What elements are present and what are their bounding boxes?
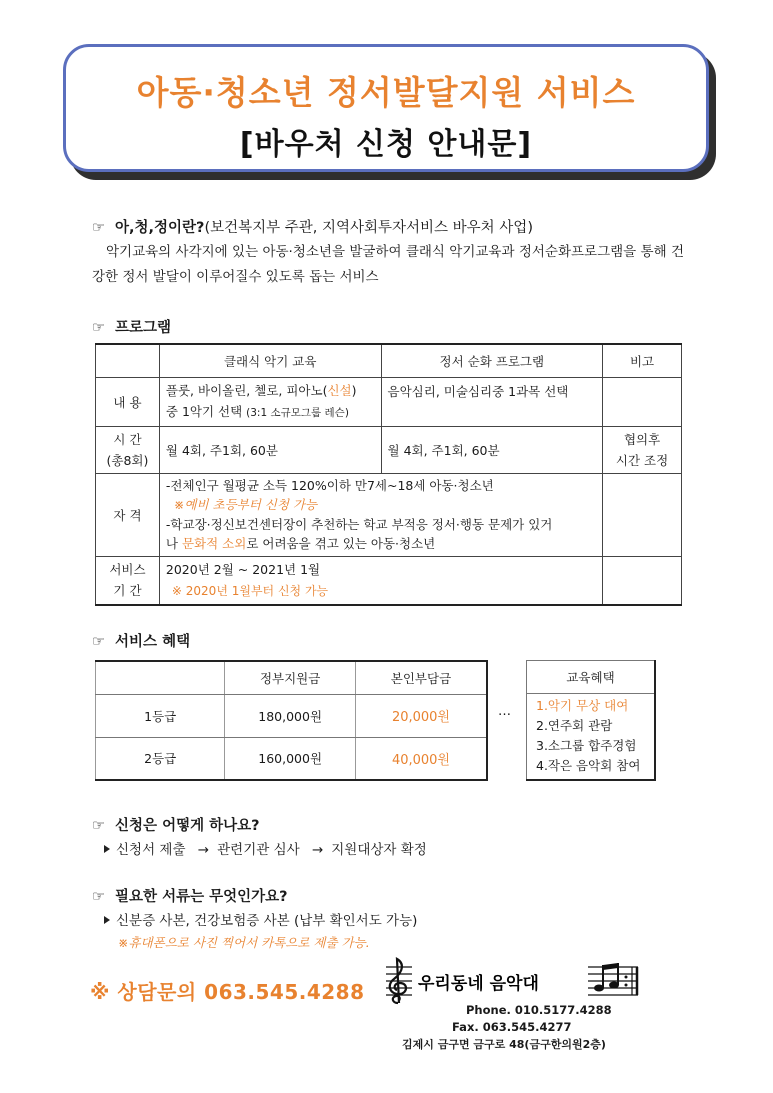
column-header: 교육혜택 — [527, 661, 656, 694]
row-label: 자 격 — [96, 473, 160, 556]
table-cell: 월 4회, 주1회, 60분 — [381, 426, 603, 473]
table-row — [96, 556, 682, 605]
list-item: 2.연주회 관람 — [536, 718, 613, 734]
self-pay-cell: 40,000원 — [355, 737, 487, 780]
list-item: 3.소그룹 합주경험 — [536, 738, 637, 754]
page-subtitle: [바우처 신청 안내문] — [239, 127, 533, 162]
table-cell: 협의후 시간 조정 — [603, 426, 682, 473]
apply-steps: 신청서 제출 → 관련기관 심사 → 지원대상자 확정 — [104, 838, 427, 858]
triangle-bullet-icon — [104, 845, 110, 853]
triangle-bullet-icon — [104, 916, 110, 924]
table-header-row — [96, 344, 682, 377]
self-pay-cell: 20,000원 — [355, 694, 487, 737]
support-cell: 180,000원 — [225, 694, 356, 737]
title-box — [63, 44, 709, 172]
intro-text: 악기교육의 사각지에 있는 아동·청소년을 발굴하여 클래식 악기교육과 정서순화프로그램을 통해 건강한 정서 발달이 이루어질수 있도록 돕는 서비스 — [92, 244, 684, 285]
column-header: 정서 순화 프로그램 — [381, 344, 603, 377]
arrow-right-icon: → — [311, 842, 324, 858]
pointing-hand-icon: ☞ — [92, 320, 105, 336]
list-item: 1.악기 무상 대여 — [536, 698, 629, 714]
grade-cell: 1등급 — [96, 694, 225, 737]
arrow-right-icon: → — [197, 842, 210, 858]
program-heading: ☞ 프로그램 — [92, 320, 172, 336]
intro-heading: ☞ 아,청,정이란?(보건복지부 주관, 지역사회투자서비스 바우처 사업) — [92, 220, 533, 236]
row-label: 시 간 (총8회) — [96, 426, 160, 473]
table-row — [96, 377, 682, 426]
pointing-hand-icon: ☞ — [92, 818, 105, 834]
grade-cell: 2등급 — [96, 737, 225, 780]
ellipsis: … — [498, 704, 511, 719]
table-cell: 월 4회, 주1회, 60분 — [159, 426, 381, 473]
table-row — [96, 426, 682, 473]
support-cell: 160,000원 — [225, 737, 356, 780]
table-cell: 2020년 2월 ~ 2021년 1월 ※ 2020년 1월부터 신청 가능 — [159, 556, 602, 605]
table-row — [96, 737, 488, 780]
table-cell — [527, 694, 656, 780]
column-header: 비고 — [603, 344, 682, 377]
logo-address: 김제시 금구면 금구로 48(금구한의원2층) — [402, 1038, 606, 1051]
table-cell — [603, 377, 682, 426]
table-header-row — [527, 661, 656, 694]
table-cell: -전체인구 월평균 소득 120%이하 만7세~18세 아동·청소년 ※예비 초등부터 신청 가능 -학교장·정신보건센터장이 추천하는 학교 부적응 정서·행동 문제가 있거 나 문화적 소외로 어려움을 겪고 있는 아동·청소년 — [159, 473, 602, 556]
benefits-heading: ☞ 서비스 혜택 — [92, 634, 191, 650]
page-title: 아동·청소년 정서발달지원 서비스 — [136, 73, 636, 112]
column-header: 클래식 악기 교육 — [159, 344, 381, 377]
row-label: 서비스 기 간 — [96, 556, 160, 605]
benefit-table — [95, 660, 488, 781]
documents-text: 신분증 사본, 건강보험증 사본 (납부 확인서도 가능) — [104, 909, 417, 929]
program-table — [95, 343, 682, 606]
table-cell — [603, 556, 682, 605]
column-header: 본인부담금 — [355, 661, 487, 694]
table-row — [527, 694, 656, 780]
table-cell — [603, 473, 682, 556]
table-cell: 플룻, 바이올린, 첼로, 피아노(신설) 중 1악기 선택 (3:1 소규모그룹 레슨) — [159, 377, 381, 426]
music-band-logo — [382, 955, 644, 1007]
table-row — [96, 694, 488, 737]
row-label: 내 용 — [96, 377, 160, 426]
apply-heading: ☞ 신청은 어떻게 하나요? — [92, 818, 260, 834]
documents-note: ※휴대폰으로 사진 찍어서 카톡으로 제출 가능. — [118, 935, 370, 950]
list-item: 4.작은 음악회 참여 — [536, 758, 641, 774]
table-header-row — [96, 661, 488, 694]
pointing-hand-icon: ☞ — [92, 220, 105, 236]
pointing-hand-icon: ☞ — [92, 634, 105, 650]
table-cell: 음악심리, 미술심리중 1과목 선택 — [381, 377, 603, 426]
pointing-hand-icon: ☞ — [92, 889, 105, 905]
logo-name: 우리동네 음악대 — [418, 974, 539, 994]
contact-phone: ※ 상담문의 063.545.4288 — [90, 980, 365, 1004]
table-row — [96, 473, 682, 556]
documents-heading: ☞ 필요한 서류는 무엇인가요? — [92, 889, 288, 905]
logo-fax: Fax. 063.545.4277 — [452, 1020, 572, 1034]
education-benefit-table — [526, 660, 656, 781]
column-header: 정부지원금 — [225, 661, 356, 694]
logo-phone: Phone. 010.5177.4288 — [466, 1003, 612, 1017]
